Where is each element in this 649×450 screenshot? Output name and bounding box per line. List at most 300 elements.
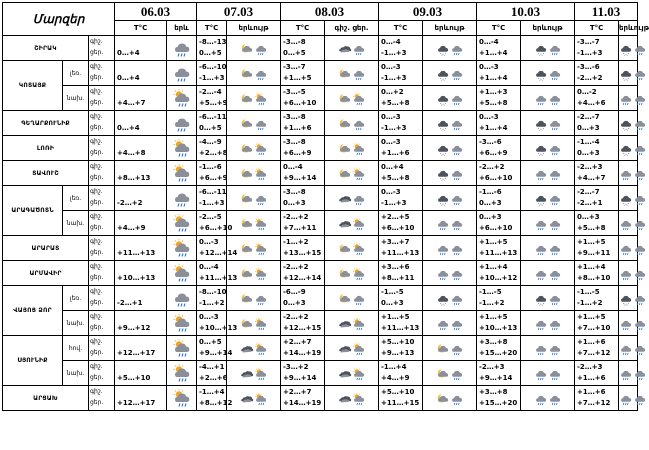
weather-icon-cell	[423, 36, 477, 61]
temperature-range: +12…+17	[117, 349, 156, 357]
temperature-range: +13…+15	[283, 249, 322, 257]
temperature-cell	[197, 186, 227, 211]
rain-cloud-icon	[633, 89, 647, 108]
time-of-day-labels	[89, 161, 115, 186]
temperature-range: 0…+3	[577, 213, 600, 221]
sun-cloud-rain-icon	[172, 263, 192, 282]
temperature-range: -2…+2	[283, 213, 309, 221]
weather-icon-cell	[227, 286, 281, 311]
weather-icon-cell	[325, 336, 379, 361]
temperature-range: 0…+3	[381, 299, 404, 307]
rain-cloud-icon	[436, 264, 450, 283]
partly-cloudy-night-icon	[436, 339, 450, 358]
rain-cloud-icon	[352, 64, 366, 83]
temperature-cell	[477, 111, 521, 136]
rain-cloud-icon	[172, 188, 192, 207]
rain-cloud-icon	[548, 364, 562, 383]
region-name: ԱՐԱՐԱՏ	[3, 236, 89, 261]
temperature-blank	[117, 237, 166, 248]
weather-icon-cell	[167, 361, 197, 386]
temperature-range: 0…-4	[199, 263, 219, 271]
sun-cloud-rain-icon	[254, 314, 268, 333]
temperature-cell	[477, 61, 521, 86]
temperature-range: +1…+5	[479, 238, 508, 246]
temperature-cell	[477, 236, 521, 261]
rain-cloud-icon	[633, 139, 647, 158]
temperature-cell	[379, 186, 423, 211]
temperature-range: -1…-6	[199, 163, 222, 171]
snow-cloud-icon	[534, 39, 548, 58]
zone-label: նախ.	[63, 86, 89, 111]
temperature-range: +7…+12	[577, 399, 611, 407]
temperature-range: -1…+3	[199, 199, 225, 207]
temperature-range: -1…+3	[577, 49, 603, 57]
sun-cloud-rain-icon	[352, 164, 366, 183]
temperature-cell	[115, 261, 167, 286]
weather-icon-cell	[325, 161, 379, 186]
temperature-range: 0…+3	[283, 199, 306, 207]
temperature-range: -3…-5	[283, 88, 306, 96]
temperature-range: +3…+6	[381, 263, 410, 271]
cloudy-dark-icon	[338, 364, 352, 383]
rain-cloud-icon	[254, 114, 268, 133]
weather-icon-cell	[521, 361, 575, 386]
weather-icon-cell	[521, 386, 575, 411]
temperature-cell	[575, 211, 619, 236]
region-name: ՍՅՈՒՆԻՔ	[3, 336, 63, 386]
weather-icon-cell	[227, 111, 281, 136]
snow-cloud-icon	[534, 139, 548, 158]
region-name: ԱՐՄԱՎԻՐ	[3, 261, 89, 286]
temperature-blank	[117, 112, 166, 123]
weather-subheader: երև	[167, 21, 197, 36]
weather-icon-cell	[227, 186, 281, 211]
rain-cloud-icon	[534, 214, 548, 233]
temperature-range: 0…+3	[479, 213, 502, 221]
rain-cloud-icon	[633, 264, 647, 283]
weather-icon-cell	[325, 136, 379, 161]
temperature-range: +7…+12	[577, 349, 611, 357]
rain-cloud-icon	[548, 239, 562, 258]
temperature-range: +1…+5	[381, 313, 410, 321]
temperature-cell	[379, 386, 423, 411]
temperature-range: +1…+5	[577, 313, 606, 321]
temperature-blank	[117, 362, 166, 373]
partly-cloudy-night-icon	[240, 314, 254, 333]
temperature-range: +10…+13	[479, 324, 518, 332]
temperature-cell	[281, 311, 325, 336]
temperature-range: +6…+10	[381, 224, 415, 232]
temperature-range: +5…+8	[381, 99, 410, 107]
rain-cloud-icon	[548, 264, 562, 283]
day-label: ցեր.	[90, 149, 104, 156]
partly-cloudy-night-icon	[436, 364, 450, 383]
region-name: ՇԻՐԱԿ	[3, 36, 89, 61]
rain-cloud-icon	[172, 288, 192, 307]
rain-cloud-icon	[450, 114, 464, 133]
region-row	[3, 286, 638, 311]
rain-cloud-icon	[254, 39, 268, 58]
temperature-range: +4…+7	[117, 99, 146, 107]
snow-cloud-icon	[619, 189, 633, 208]
snow-cloud-icon	[436, 64, 450, 83]
temperature-cell	[281, 236, 325, 261]
temperature-cell	[281, 86, 325, 111]
temperature-range: 0…+4	[117, 49, 140, 57]
region-row	[3, 136, 638, 161]
temperature-range: -1…+4	[199, 388, 225, 396]
sun-cloud-rain-icon	[254, 264, 268, 283]
rain-cloud-icon	[450, 239, 464, 258]
weather-icon-cell	[423, 311, 477, 336]
temperature-range: -1…+4	[381, 363, 407, 371]
weather-forecast-table	[2, 2, 649, 411]
temperature-range: 0…-4	[381, 38, 401, 46]
temperature-range: +2…+7	[283, 338, 312, 346]
temperature-range: -2…-5	[199, 213, 222, 221]
weather-icon-cell	[619, 311, 638, 336]
temperature-blank	[117, 37, 166, 48]
rain-cloud-icon	[633, 39, 647, 58]
sun-cloud-rain-icon	[352, 264, 366, 283]
night-label: գիշ.	[90, 388, 103, 395]
partly-cloudy-night-icon	[240, 289, 254, 308]
temperature-range: -2…-4	[199, 88, 222, 96]
sun-cloud-rain-icon	[254, 139, 268, 158]
temperature-cell	[281, 61, 325, 86]
weather-icon-cell	[167, 161, 197, 186]
temperature-range: 0…-3	[381, 63, 401, 71]
date-header: 10.03	[477, 3, 575, 21]
temperature-range: -3…+2	[283, 363, 309, 371]
temperature-range: -2…-7	[577, 188, 600, 196]
temperature-range: -2…-7	[577, 113, 600, 121]
temperature-range: -3…-8	[283, 113, 306, 121]
rain-cloud-icon	[548, 139, 562, 158]
temperature-range: +12…+14	[199, 249, 238, 257]
weather-icon-cell	[167, 111, 197, 136]
temperature-range: -8…-13	[199, 38, 227, 46]
temperature-cell	[575, 111, 619, 136]
temperature-range: +5…+8	[381, 174, 410, 182]
temperature-cell	[575, 161, 619, 186]
temperature-range: 0…-3	[479, 113, 499, 121]
temperature-cell	[575, 86, 619, 111]
sun-cloud-rain-icon	[254, 89, 268, 108]
weather-icon-cell	[521, 186, 575, 211]
partly-cloudy-night-icon	[240, 189, 254, 208]
partly-cloudy-night-icon	[240, 39, 254, 58]
day-label: ցեր.	[90, 324, 104, 331]
temperature-subheader: T°C	[379, 21, 423, 36]
temperature-cell	[115, 161, 167, 186]
temperature-cell	[575, 136, 619, 161]
temperature-range: +6…+10	[479, 224, 513, 232]
temperature-cell	[477, 186, 521, 211]
region-row	[3, 61, 638, 86]
weather-icon-cell	[227, 61, 281, 86]
night-label: գիշ.	[90, 238, 103, 245]
temperature-range: -1…+3	[199, 74, 225, 82]
zone-label: նախ.	[63, 311, 89, 336]
region-row	[3, 111, 638, 136]
partly-cloudy-night-icon	[240, 264, 254, 283]
temperature-cell	[575, 186, 619, 211]
time-of-day-labels	[89, 36, 115, 61]
rain-cloud-icon	[633, 114, 647, 133]
temperature-range: +4…+9	[117, 224, 146, 232]
rain-cloud-icon	[352, 114, 366, 133]
rain-cloud-icon	[450, 214, 464, 233]
weather-icon-cell	[325, 186, 379, 211]
weather-icon-cell	[167, 136, 197, 161]
rain-cloud-icon	[450, 389, 464, 408]
temperature-range: 0…+3	[577, 124, 600, 132]
temperature-range: -2…+2	[283, 263, 309, 271]
temperature-range: +8…+10	[577, 274, 611, 282]
weather-icon-cell	[521, 286, 575, 311]
rain-cloud-icon	[633, 64, 647, 83]
region-row	[3, 236, 638, 261]
temperature-range: -1…-4	[577, 138, 600, 146]
temperature-range: +2…+8	[199, 149, 228, 157]
weather-icon-cell	[227, 336, 281, 361]
rain-cloud-icon	[548, 39, 562, 58]
sun-cloud-rain-icon	[352, 89, 366, 108]
cloudy-dark-icon	[338, 39, 352, 58]
rain-cloud-icon	[548, 164, 562, 183]
temperature-range: 0…-3	[381, 138, 401, 146]
temperature-cell	[115, 336, 167, 361]
sun-cloud-rain-icon	[254, 239, 268, 258]
temperature-range: +4…+8	[117, 149, 146, 157]
sun-cloud-rain-icon	[172, 313, 192, 332]
zone-label: նախ.	[63, 211, 89, 236]
temperature-range: +9…+12	[117, 324, 151, 332]
temperature-range: -2…+3	[577, 363, 603, 371]
temperature-range: +11…+15	[381, 399, 420, 407]
weather-icon-cell	[521, 311, 575, 336]
night-label: գիշ.	[90, 363, 103, 370]
temperature-range: +1…+4	[577, 263, 606, 271]
weather-icon-cell	[325, 261, 379, 286]
temperature-range: +5…+10	[381, 388, 415, 396]
sun-cloud-rain-icon	[352, 339, 366, 358]
region-name: ՎԱՅՈՑ ՁՈՐ	[3, 286, 63, 336]
rain-cloud-icon	[352, 189, 366, 208]
temperature-range: -3…-8	[283, 188, 306, 196]
rain-cloud-icon	[534, 314, 548, 333]
weather-icon-cell	[423, 186, 477, 211]
rain-cloud-icon	[619, 314, 633, 333]
rain-cloud-icon	[619, 389, 633, 408]
partly-cloudy-night-icon	[240, 64, 254, 83]
partly-cloudy-night-icon	[240, 214, 254, 233]
temperature-range: +14…+19	[283, 399, 322, 407]
temperature-range: +6…+9	[479, 149, 508, 157]
temperature-range: +1…+6	[381, 149, 410, 157]
rain-cloud-icon	[619, 164, 633, 183]
temperature-range: -1…+3	[381, 74, 407, 82]
night-label: գիշ.	[90, 163, 103, 170]
temperature-cell	[115, 61, 167, 86]
temperature-range: +1…+5	[479, 313, 508, 321]
temperature-range: +11…+13	[381, 249, 420, 257]
weather-icon-cell	[167, 186, 197, 211]
partly-cloudy-night-icon	[240, 164, 254, 183]
temperature-range: +8…+11	[381, 274, 415, 282]
partly-cloudy-night-icon	[338, 164, 352, 183]
temperature-range: 0…+5	[283, 49, 306, 57]
snow-cloud-icon	[436, 139, 450, 158]
temperature-cell	[575, 236, 619, 261]
cloudy-dark-icon	[240, 339, 254, 358]
sun-cloud-rain-icon	[254, 164, 268, 183]
temperature-blank	[117, 212, 166, 223]
temperature-cell	[575, 361, 619, 386]
rain-cloud-icon	[534, 264, 548, 283]
temperature-range: +12…+15	[283, 324, 322, 332]
region-row	[3, 336, 638, 361]
temperature-cell	[477, 311, 521, 336]
rain-cloud-icon	[450, 264, 464, 283]
weather-icon-cell	[167, 36, 197, 61]
temperature-range: -1…-5	[577, 288, 600, 296]
time-of-day-labels	[89, 86, 115, 111]
temperature-range: 0…-2	[577, 88, 597, 96]
temperature-range: +14…+19	[283, 349, 322, 357]
rain-cloud-icon	[352, 289, 366, 308]
temperature-range: +15…+20	[479, 399, 518, 407]
night-label: գիշ.	[90, 338, 103, 345]
temperature-range: +11…+13	[381, 324, 420, 332]
weather-icon-cell	[423, 286, 477, 311]
temperature-blank	[117, 312, 166, 323]
temperature-range: -3…-6	[479, 138, 502, 146]
rain-cloud-icon	[633, 289, 647, 308]
temperature-cell	[281, 211, 325, 236]
rain-cloud-icon	[548, 64, 562, 83]
temperature-range: +11…+13	[479, 249, 518, 257]
temperature-subheader: T°C	[281, 21, 325, 36]
temperature-cell	[115, 186, 167, 211]
snow-cloud-icon	[619, 114, 633, 133]
temperature-cell	[575, 261, 619, 286]
weather-icon-cell	[325, 36, 379, 61]
sun-cloud-rain-icon	[172, 88, 192, 107]
temperature-blank	[117, 137, 166, 148]
weather-icon-cell	[325, 386, 379, 411]
weather-icon-cell	[325, 211, 379, 236]
weather-icon-cell	[423, 211, 477, 236]
temperature-range: 0…+2	[381, 88, 404, 96]
temperature-range: -1…+3	[381, 199, 407, 207]
temperature-range: +11…+13	[199, 274, 238, 282]
weather-icon-cell	[167, 261, 197, 286]
weather-icon-cell	[325, 361, 379, 386]
temperature-subheader: T°C	[197, 21, 227, 36]
rain-cloud-icon	[254, 64, 268, 83]
temperature-range: -1…+2	[577, 299, 603, 307]
temperature-cell	[115, 136, 167, 161]
rain-cloud-icon	[450, 289, 464, 308]
weather-icon-cell	[521, 61, 575, 86]
temperature-blank	[117, 162, 166, 173]
temperature-subheader: T°C	[115, 21, 167, 36]
temperature-range: +1…+4	[479, 49, 508, 57]
temperature-range: +12…+14	[283, 274, 322, 282]
temperature-range: +3…+8	[479, 338, 508, 346]
temperature-range: +3…+8	[479, 388, 508, 396]
temperature-range: 0…-3	[381, 113, 401, 121]
region-row	[3, 86, 638, 111]
sun-cloud-rain-icon	[172, 213, 192, 232]
temperature-range: +1…+6	[283, 124, 312, 132]
temperature-range: -2…+2	[479, 163, 505, 171]
weather-icon-cell	[619, 211, 638, 236]
weather-icon-cell	[619, 136, 638, 161]
day-label: ցեր.	[90, 249, 104, 256]
weather-icon-cell	[423, 86, 477, 111]
temperature-cell	[115, 286, 167, 311]
weather-icon-cell	[521, 36, 575, 61]
temperature-cell	[281, 336, 325, 361]
rain-cloud-icon	[633, 164, 647, 183]
date-header: 09.03	[379, 3, 477, 21]
weather-icon-cell	[619, 161, 638, 186]
temperature-range: +3…+7	[381, 238, 410, 246]
temperature-range: -6…-11	[199, 188, 227, 196]
night-label: գիշ.	[90, 213, 103, 220]
snow-cloud-icon	[436, 114, 450, 133]
region-row	[3, 211, 638, 236]
rain-cloud-icon	[172, 38, 192, 57]
snow-cloud-icon	[436, 39, 450, 58]
temperature-cell	[379, 61, 423, 86]
sun-cloud-rain-icon	[172, 338, 192, 357]
weather-icon-cell	[423, 111, 477, 136]
temperature-cell	[477, 261, 521, 286]
night-label: գիշ.	[90, 113, 103, 120]
temperature-range: +1…+4	[479, 124, 508, 132]
temperature-cell	[115, 111, 167, 136]
sun-cloud-rain-icon	[172, 238, 192, 257]
weather-icon-cell	[167, 286, 197, 311]
temperature-blank	[117, 62, 166, 73]
night-label: գիշ.	[90, 313, 103, 320]
rain-cloud-icon	[352, 39, 366, 58]
temperature-range: -6…-9	[283, 288, 306, 296]
temperature-range: +1…+6	[577, 338, 606, 346]
temperature-cell	[575, 386, 619, 411]
rain-cloud-icon	[450, 339, 464, 358]
temperature-cell	[281, 286, 325, 311]
temperature-range: -3…-8	[283, 38, 306, 46]
temperature-cell	[197, 136, 227, 161]
rain-cloud-icon	[619, 364, 633, 383]
temperature-range: -6…-10	[199, 63, 227, 71]
weather-subheader: երևույթ	[619, 21, 638, 36]
time-of-day-labels	[89, 61, 115, 86]
temperature-range: +2…+6	[199, 374, 228, 382]
sun-cloud-rain-icon	[352, 364, 366, 383]
night-label: գիշ.	[90, 138, 103, 145]
snow-cloud-icon	[619, 64, 633, 83]
temperature-range: +1…+6	[577, 374, 606, 382]
night-label: գիշ.	[90, 188, 103, 195]
weather-icon-cell	[167, 236, 197, 261]
temperature-range: +7…+10	[577, 324, 611, 332]
